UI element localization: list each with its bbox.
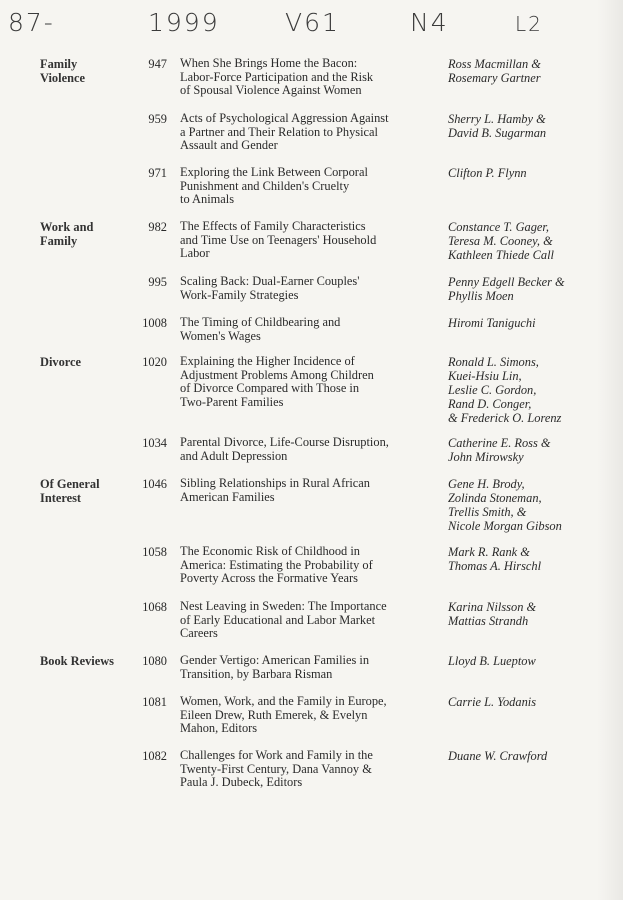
article-title <box>180 112 395 153</box>
article-title-line: Adjustment Problems Among Children <box>180 367 374 382</box>
author-line: Phyllis Moen <box>448 289 514 303</box>
article-title-line: Work-Family Strategies <box>180 287 299 302</box>
page-number: 1020 <box>142 355 167 369</box>
author-line: Leslie C. Gordon, <box>448 383 537 397</box>
article-authors <box>448 436 618 464</box>
page-number: 1081 <box>142 695 167 709</box>
article-title-line: Mahon, Editors <box>180 721 258 736</box>
section-heading-line: Family <box>40 234 78 248</box>
article-title-line: and Adult Depression <box>180 448 288 463</box>
toc-entry <box>0 165 623 207</box>
article-title-line: Acts of Psychological Aggression Against <box>180 111 389 125</box>
section-heading-line: Family <box>40 57 78 71</box>
article-authors <box>448 316 618 330</box>
page-number: 1082 <box>142 749 167 763</box>
handwritten-copy: L2 <box>515 12 543 36</box>
article-title-line: Parental Divorce, Life-Course Disruption, <box>180 435 389 449</box>
author-line: Trellis Smith, & <box>448 505 527 519</box>
article-title <box>180 316 395 343</box>
article-authors <box>448 654 618 668</box>
article-title-line: Challenges for Work and Family in the <box>180 748 373 762</box>
article-title <box>180 57 395 98</box>
page-number: 995 <box>148 275 167 289</box>
author-line: Hiromi Taniguchi <box>448 316 536 330</box>
article-title-line: Scaling Back: Dual-Earner Couples' <box>180 274 360 288</box>
article-title <box>180 166 395 207</box>
handwritten-year: 1999 <box>148 8 220 37</box>
article-authors <box>448 220 618 262</box>
page-number: 982 <box>148 220 167 234</box>
article-title-line: Nest Leaving in Sweden: The Importance <box>180 599 387 613</box>
handwritten-volume: V61 <box>285 8 340 37</box>
article-authors <box>448 275 618 303</box>
article-title-line: Eileen Drew, Ruth Emerek, & Evelyn <box>180 707 368 722</box>
author-line: Sherry L. Hamby & <box>448 112 546 126</box>
handwritten-number: N4 <box>410 8 449 37</box>
author-line: Kuei-Hsiu Lin, <box>448 369 522 383</box>
article-title-line: Twenty-First Century, Dana Vannoy & <box>180 761 372 776</box>
article-title-line: American Families <box>180 489 275 504</box>
article-title-line: to Animals <box>180 192 235 207</box>
section-heading-line: Divorce <box>40 355 82 369</box>
article-title <box>180 436 395 463</box>
article-authors <box>448 355 618 425</box>
page-number: 1046 <box>142 477 167 491</box>
author-line: Duane W. Crawford <box>448 749 548 763</box>
page-number: 1080 <box>142 654 167 668</box>
article-title-line: Assault and Gender <box>180 138 278 153</box>
author-line: Mark R. Rank & <box>448 545 530 559</box>
author-line: Carrie L. Yodanis <box>448 695 537 709</box>
section-heading-line: Interest <box>40 491 82 505</box>
article-authors <box>448 57 618 85</box>
article-authors <box>448 695 618 709</box>
article-authors <box>448 166 618 180</box>
toc-entry <box>0 274 623 303</box>
article-title-line: Women's Wages <box>180 328 261 343</box>
article-title-line: Careers <box>180 626 218 641</box>
article-title-line: Labor-Force Participation and the Risk <box>180 69 374 84</box>
article-title <box>180 275 395 302</box>
toc-entry <box>0 354 623 425</box>
author-line: Gene H. Brody, <box>448 477 525 491</box>
handwritten-note: 87- <box>8 8 55 37</box>
article-title-line: of Early Educational and Labor Market <box>180 612 376 627</box>
article-title <box>180 600 395 641</box>
author-line: John Mirowsky <box>448 450 524 464</box>
author-line: & Frederick O. Lorenz <box>448 411 562 425</box>
article-authors <box>448 545 618 573</box>
toc-entry <box>0 219 623 262</box>
article-title-line: Explaining the Higher Incidence of <box>180 354 355 368</box>
article-title <box>180 220 395 261</box>
article-title <box>180 477 395 504</box>
article-title-line: Paula J. Dubeck, Editors <box>180 775 303 790</box>
article-title-line: The Economic Risk of Childhood in <box>180 544 360 558</box>
article-title <box>180 695 395 736</box>
article-authors <box>448 477 618 533</box>
page-number: 959 <box>148 112 167 126</box>
article-title-line: of Divorce Compared with Those in <box>180 381 360 396</box>
page-number: 947 <box>148 57 167 71</box>
author-line: Thomas A. Hirschl <box>448 559 542 573</box>
article-authors <box>448 749 618 763</box>
page-number: 1034 <box>142 436 167 450</box>
article-title <box>180 355 395 410</box>
article-authors <box>448 112 618 140</box>
toc-entry <box>0 315 623 343</box>
author-line: Kathleen Thiede Call <box>448 248 554 262</box>
page-number: 971 <box>148 166 167 180</box>
author-line: Mattias Strandh <box>448 614 529 628</box>
page-number: 1058 <box>142 545 167 559</box>
page-number: 1068 <box>142 600 167 614</box>
article-title <box>180 654 395 681</box>
author-line: Zolinda Stoneman, <box>448 491 542 505</box>
author-line: Rand D. Conger, <box>448 397 532 411</box>
article-title-line: When She Brings Home the Bacon: <box>180 56 358 70</box>
article-title-line: Labor <box>180 246 210 261</box>
article-title-line: America: Estimating the Probability of <box>180 557 373 572</box>
author-line: Karina Nilsson & <box>448 600 537 614</box>
toc-entry <box>0 111 623 153</box>
author-line: David B. Sugarman <box>448 126 547 140</box>
author-line: Lloyd B. Lueptow <box>448 654 536 668</box>
article-title <box>180 545 395 586</box>
article-title-line: and Time Use on Teenagers' Household <box>180 232 377 247</box>
section-heading-line: Work and <box>40 220 94 234</box>
author-line: Catherine E. Ross & <box>448 436 551 450</box>
author-line: Ross Macmillan & <box>448 57 541 71</box>
article-title-line: Women, Work, and the Family in Europe, <box>180 694 387 708</box>
article-title-line: Exploring the Link Between Corporal <box>180 165 368 179</box>
article-title-line: of Spousal Violence Against Women <box>180 83 362 98</box>
author-line: Ronald L. Simons, <box>448 355 539 369</box>
article-title-line: The Effects of Family Characteristics <box>180 219 366 233</box>
author-line: Penny Edgell Becker & <box>448 275 565 289</box>
article-authors <box>448 600 618 628</box>
toc-entry <box>0 653 623 681</box>
section-heading-line: Book Reviews <box>40 654 114 668</box>
article-title-line: Gender Vertigo: American Families in <box>180 653 370 667</box>
article-title-line: a Partner and Their Relation to Physical <box>180 124 378 139</box>
toc-entry <box>0 748 623 790</box>
toc-entry <box>0 476 623 533</box>
author-line: Rosemary Gartner <box>448 71 541 85</box>
article-title-line: Sibling Relationships in Rural African <box>180 476 370 490</box>
section-heading-line: Of General <box>40 477 100 491</box>
section-heading-line: Violence <box>40 71 85 85</box>
author-line: Clifton P. Flynn <box>448 166 527 180</box>
article-title-line: Two-Parent Families <box>180 395 284 410</box>
toc-entry <box>0 544 623 586</box>
author-line: Nicole Morgan Gibson <box>448 519 562 533</box>
author-line: Teresa M. Cooney, & <box>448 234 553 248</box>
article-title-line: Punishment and Childen's Cruelty <box>180 178 350 193</box>
toc-entry <box>0 694 623 736</box>
toc-entry <box>0 599 623 641</box>
article-title <box>180 749 395 790</box>
article-title-line: The Timing of Childbearing and <box>180 315 341 329</box>
author-line: Constance T. Gager, <box>448 220 549 234</box>
toc-entry <box>0 56 623 98</box>
article-title-line: Transition, by Barbara Risman <box>180 666 333 681</box>
page-number: 1008 <box>142 316 167 330</box>
toc-entry <box>0 435 623 464</box>
article-title-line: Poverty Across the Formative Years <box>180 571 358 586</box>
